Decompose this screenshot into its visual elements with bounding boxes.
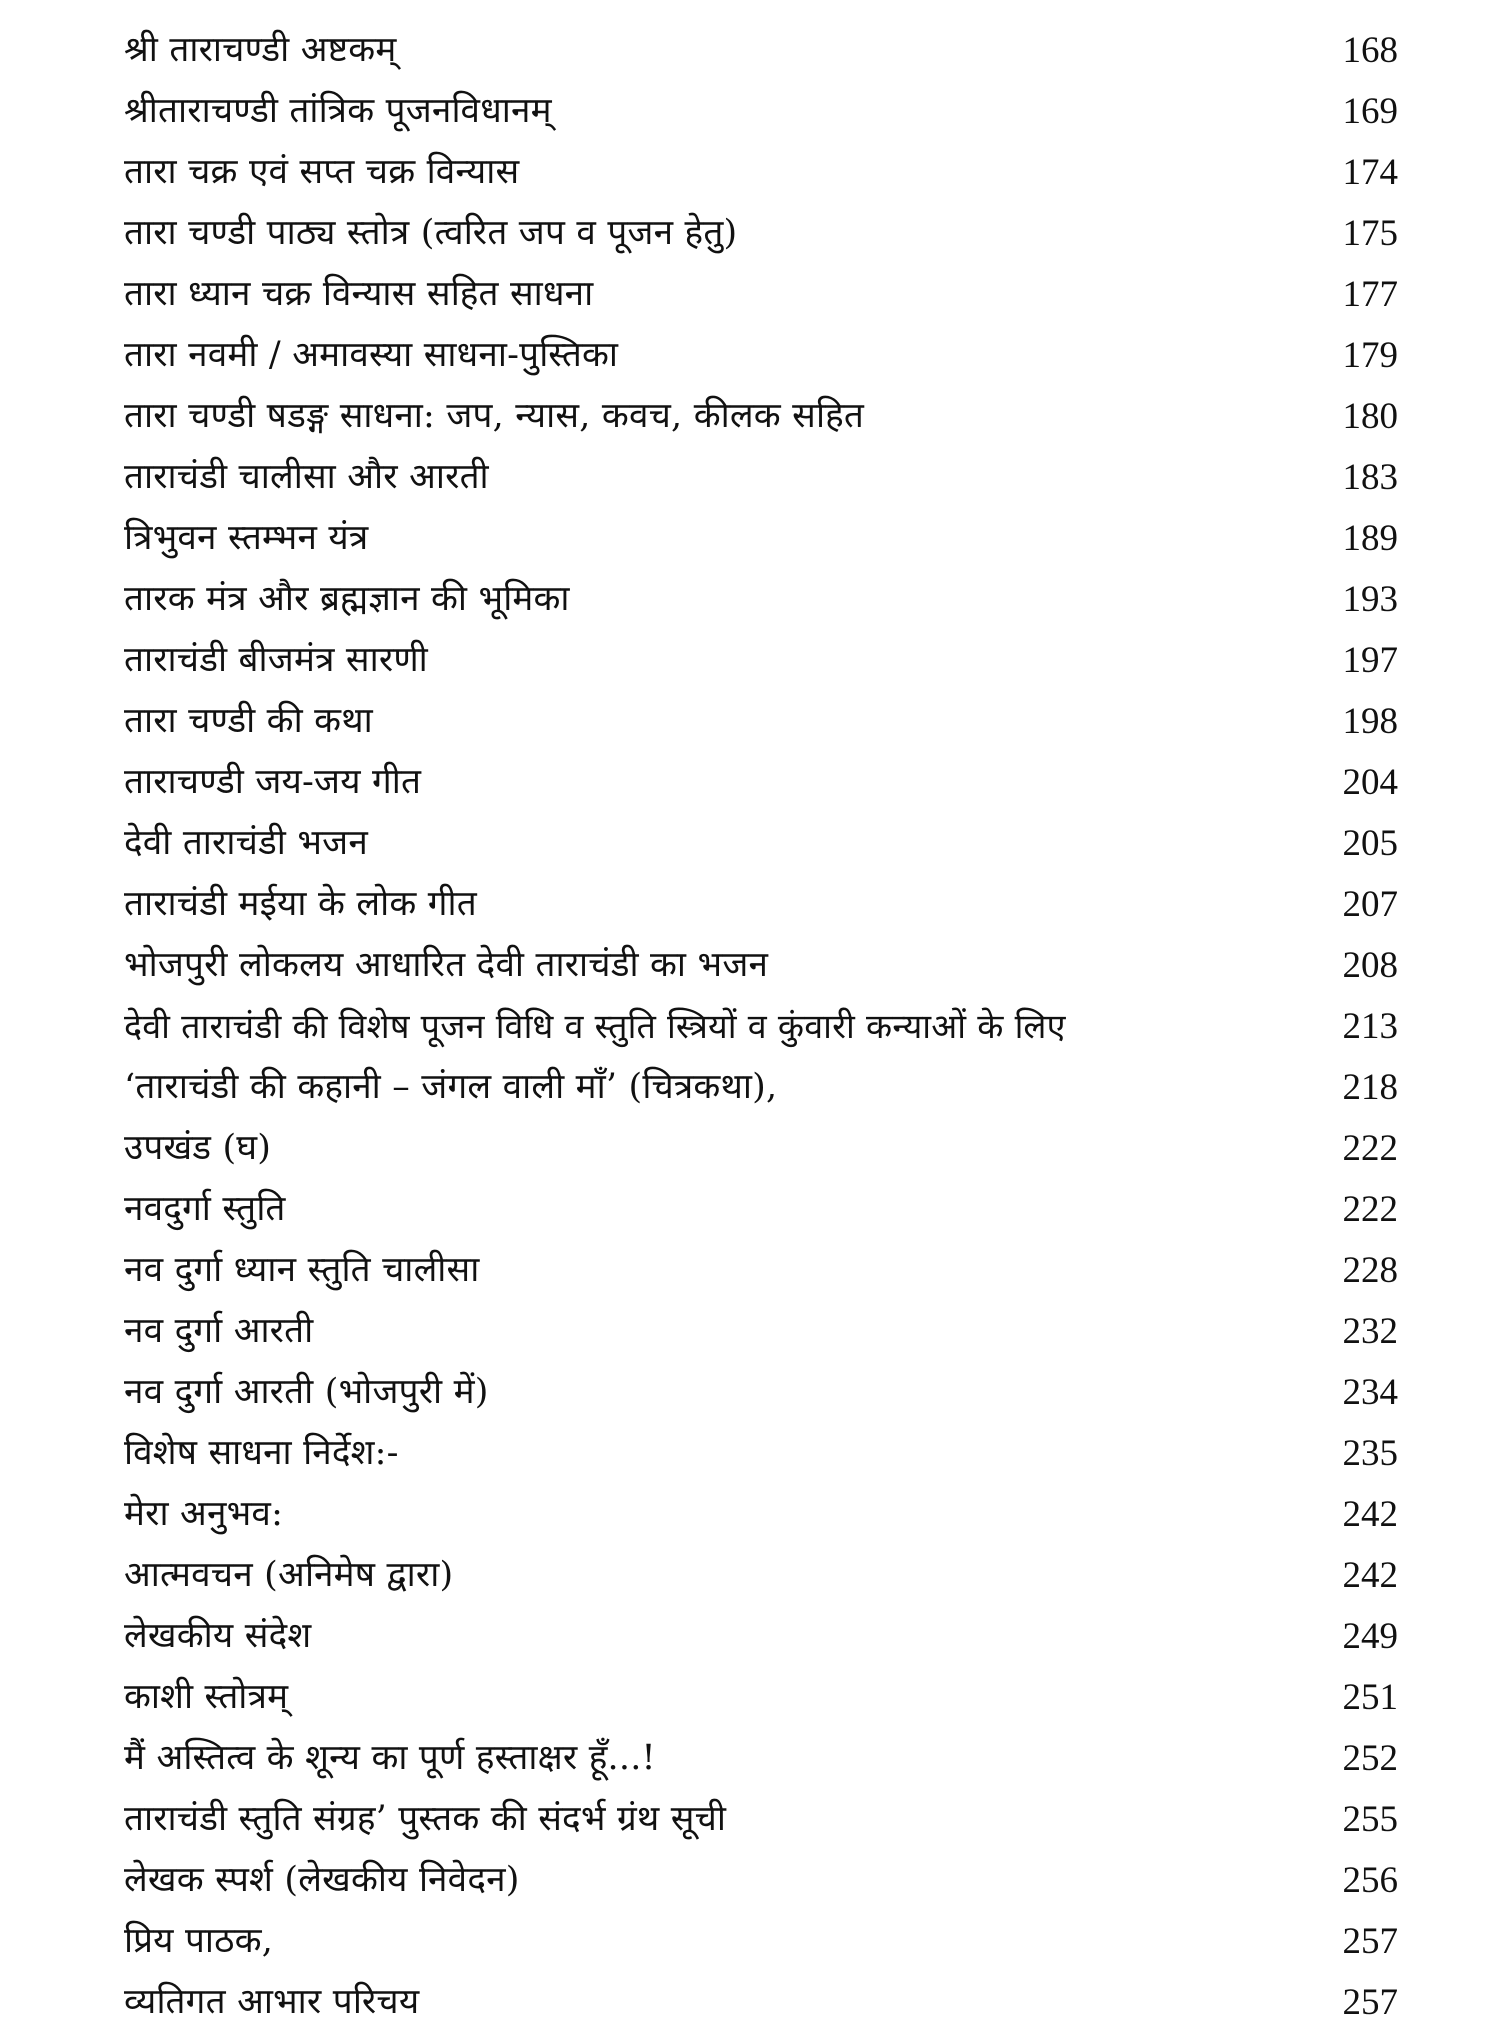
toc-entry-page: 175 — [1342, 213, 1398, 254]
toc-entry-page: 234 — [1342, 1372, 1398, 1413]
toc-entry-page: 208 — [1342, 945, 1398, 986]
toc-entry-title: नव दुर्गा आरती — [124, 1311, 314, 1351]
toc-entry — [124, 1850, 1398, 1911]
toc-entry-title: तारक मंत्र और ब्रह्मज्ञान की भूमिका — [124, 579, 570, 619]
toc-entry — [124, 1667, 1398, 1728]
toc-entry-title: तारा चण्डी की कथा — [124, 701, 373, 741]
toc-entry — [124, 996, 1398, 1057]
toc-entry-title: ताराचंडी बीजमंत्र सारणी — [124, 640, 428, 680]
toc-entry-page: 189 — [1342, 518, 1398, 559]
toc-entry-title: काशी स्तोत्रम् — [124, 1677, 289, 1717]
toc-entry — [124, 386, 1398, 447]
toc-entry-title: देवी ताराचंडी की विशेष पूजन विधि व स्तुति स्त्रियों व कुंवारी कन्याओं के लिए — [124, 1006, 1066, 1047]
toc-entry-title: भोजपुरी लोकलय आधारित देवी ताराचंडी का भजन — [124, 945, 769, 985]
toc-entry — [124, 1911, 1398, 1972]
toc-entry — [124, 447, 1398, 508]
toc-entry-page: 222 — [1342, 1189, 1398, 1230]
toc-entry-page: 255 — [1342, 1799, 1398, 1840]
toc-entry-page: 235 — [1342, 1433, 1398, 1474]
toc-entry — [124, 508, 1398, 569]
toc-entry-page: 251 — [1342, 1677, 1398, 1718]
toc-entry — [124, 752, 1398, 813]
toc-entry-title: तारा चण्डी षडङ्ग साधना: जप, न्यास, कवच, कीलक सहित — [124, 396, 865, 436]
toc-entry-title: विशेष साधना निर्देश:- — [124, 1433, 399, 1473]
toc-entry — [124, 630, 1398, 691]
toc-entry-title: तारा नवमी / अमावस्या साधना-पुस्तिका — [124, 335, 619, 375]
toc-entry-page: 174 — [1342, 152, 1398, 193]
toc-entry-page: 169 — [1342, 91, 1398, 132]
toc-entry — [124, 264, 1398, 325]
toc-entry — [124, 203, 1398, 264]
toc-entry-title: उपखंड (घ) — [124, 1128, 272, 1168]
toc-entry-page: 193 — [1342, 579, 1398, 620]
toc-entry-page: 213 — [1342, 1006, 1398, 1047]
toc-entry-page: 197 — [1342, 640, 1398, 681]
toc-entry-title: ताराचंडी स्तुति संग्रह’ पुस्तक की संदर्भ ग्रंथ सूची — [124, 1799, 727, 1839]
toc-entry-page: 204 — [1342, 762, 1398, 803]
toc-entry — [124, 81, 1398, 142]
toc-entry-page: 218 — [1342, 1067, 1398, 1108]
toc-entry — [124, 325, 1398, 386]
toc-entry-page: 228 — [1342, 1250, 1398, 1291]
toc-entry — [124, 1057, 1398, 1118]
toc-entry — [124, 813, 1398, 874]
toc-entry-title: प्रिय पाठक, — [124, 1921, 274, 1961]
toc-list — [124, 20, 1398, 2033]
toc-entry-title: नव दुर्गा आरती (भोजपुरी में) — [124, 1372, 489, 1412]
toc-entry-page: 242 — [1342, 1555, 1398, 1596]
toc-entry — [124, 1362, 1398, 1423]
toc-entry-page: 198 — [1342, 701, 1398, 742]
toc-entry-page: 249 — [1342, 1616, 1398, 1657]
toc-entry — [124, 569, 1398, 630]
toc-entry — [124, 1972, 1398, 2033]
toc-entry — [124, 691, 1398, 752]
toc-entry-page: 257 — [1342, 1921, 1398, 1962]
toc-entry — [124, 1606, 1398, 1667]
toc-entry-title: देवी ताराचंडी भजन — [124, 823, 368, 863]
toc-entry — [124, 1789, 1398, 1850]
toc-entry — [124, 1545, 1398, 1606]
toc-entry-page: 207 — [1342, 884, 1398, 925]
toc-entry-title: ‘ताराचंडी की कहानी – जंगल वाली माँ’ (चित्रकथा), — [124, 1067, 778, 1107]
toc-entry-title: नवदुर्गा स्तुति — [124, 1189, 286, 1229]
toc-entry-title: ताराचंडी मईया के लोक गीत — [124, 884, 477, 924]
toc-entry — [124, 1179, 1398, 1240]
toc-entry-page: 222 — [1342, 1128, 1398, 1169]
toc-entry-title: श्री ताराचण्डी अष्टकम् — [124, 30, 397, 70]
toc-entry — [124, 1301, 1398, 1362]
toc-entry-title: तारा चक्र एवं सप्त चक्र विन्यास — [124, 152, 520, 192]
toc-entry-page: 257 — [1342, 1982, 1398, 2023]
toc-entry-title: नव दुर्गा ध्यान स्तुति चालीसा — [124, 1250, 480, 1290]
toc-entry-page: 242 — [1342, 1494, 1398, 1535]
toc-entry — [124, 1423, 1398, 1484]
toc-entry-title: व्यतिगत आभार परिचय — [124, 1982, 420, 2022]
toc-entry-page: 183 — [1342, 457, 1398, 498]
toc-entry-title: ताराचंडी चालीसा और आरती — [124, 457, 489, 497]
toc-entry — [124, 1118, 1398, 1179]
toc-entry-page: 256 — [1342, 1860, 1398, 1901]
toc-entry-page: 232 — [1342, 1311, 1398, 1352]
toc-entry-title: आत्मवचन (अनिमेष द्वारा) — [124, 1555, 454, 1595]
toc-entry-page: 205 — [1342, 823, 1398, 864]
toc-entry-page: 168 — [1342, 30, 1398, 71]
toc-entry — [124, 935, 1398, 996]
toc-entry — [124, 1484, 1398, 1545]
toc-entry-page: 177 — [1342, 274, 1398, 315]
toc-entry — [124, 142, 1398, 203]
toc-entry-title: लेखक स्पर्श (लेखकीय निवेदन) — [124, 1860, 520, 1900]
toc-entry-title: तारा ध्यान चक्र विन्यास सहित साधना — [124, 274, 594, 314]
toc-entry-page: 252 — [1342, 1738, 1398, 1779]
toc-entry-title: त्रिभुवन स्तम्भन यंत्र — [124, 518, 369, 558]
toc-entry-page: 180 — [1342, 396, 1398, 437]
toc-entry-title: ताराचण्डी जय-जय गीत — [124, 762, 422, 802]
toc-entry — [124, 874, 1398, 935]
toc-entry-title: मैं अस्तित्व के शून्य का पूर्ण हस्ताक्षर हूँ...! — [124, 1738, 656, 1778]
toc-entry-title: लेखकीय संदेश — [124, 1616, 312, 1656]
toc-entry — [124, 20, 1398, 81]
toc-entry-title: तारा चण्डी पाठ्य स्तोत्र (त्वरित जप व पूजन हेतु) — [124, 213, 738, 253]
toc-entry-title: मेरा अनुभव: — [124, 1494, 284, 1534]
toc-entry-title: श्रीताराचण्डी तांत्रिक पूजनविधानम् — [124, 91, 552, 131]
toc-entry-page: 179 — [1342, 335, 1398, 376]
toc-entry — [124, 1240, 1398, 1301]
toc-entry — [124, 1728, 1398, 1789]
